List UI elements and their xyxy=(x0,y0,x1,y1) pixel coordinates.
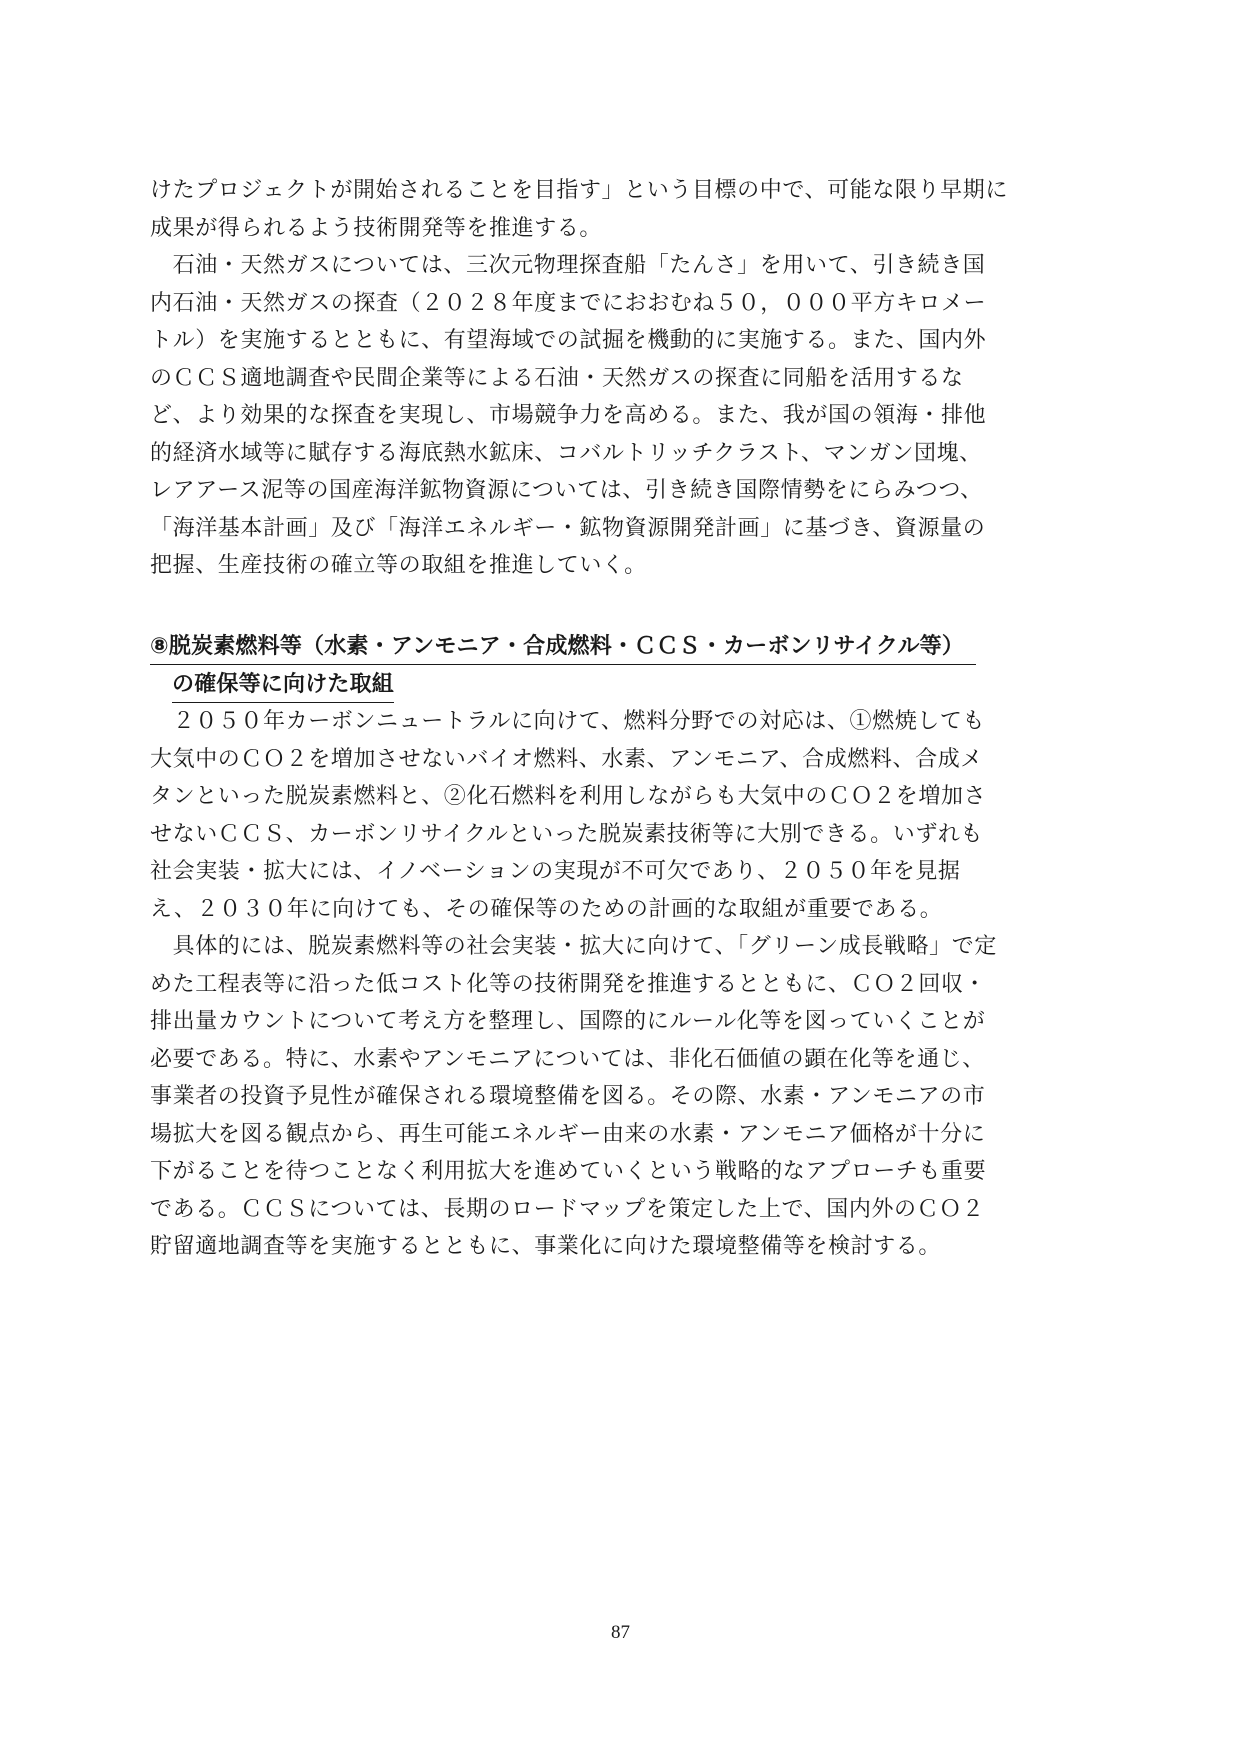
body-text-lower xyxy=(150,628,1090,1266)
text-line: ど、より効果的な探査を実現し、市場競争力を高める。また、我が国の領海・排他 xyxy=(150,403,987,428)
text-line: 具体的には、脱炭素燃料等の社会実装・拡大に向けて、「グリーン成長戦略」で定 xyxy=(172,934,997,959)
text-line: のＣＣＳ適地調査や民間企業等による石油・天然ガスの探査に同船を活用するな xyxy=(150,365,964,391)
paragraph-continuation xyxy=(150,172,1090,247)
text-line: 貯留適地調査等を実施するとともに、事業化に向けた環境整備等を検討する。 xyxy=(150,1234,942,1259)
text-line: 石油・天然ガスについては、三次元物理探査船「たんさ」を用いて、引き続き国 xyxy=(172,253,986,278)
section-heading-line: の確保等に向けた取組 xyxy=(172,668,394,703)
paragraph-specific-measures xyxy=(150,928,1090,1266)
text-line: 把握、生産技術の確立等の取組を推進していく。 xyxy=(150,553,647,578)
text-line: 必要である。特に、水素やアンモニアについては、非化石価値の顕在化等を通じ、 xyxy=(150,1046,985,1072)
text-line: タンといった脱炭素燃料と、②化石燃料を利用しながらも大気中のＣＯ２を増加さ xyxy=(150,784,987,809)
text-line: トル）を実施するとともに、有望海域での試掘を機動的に実施する。また、国内外 xyxy=(150,328,987,353)
text-line: 排出量カウントについて考え方を整理し、国際的にルール化等を図っていくことが xyxy=(150,1009,986,1034)
text-line: 「海洋基本計画」及び「海洋エネルギー・鉱物資源開発計画」に基づき、資源量の xyxy=(150,515,986,541)
text-line: 場拡大を図る観点から、再生可能エネルギー由来の水素・アンモニア価格が十分に xyxy=(150,1121,986,1147)
text-line: 的経済水域等に賦存する海底熱水鉱床、コバルトリッチクラスト、マンガン団塊、 xyxy=(150,440,982,466)
paragraph-oil-gas xyxy=(150,247,1090,585)
text-line: せないＣＣＳ、カーボンリサイクルといった脱炭素技術等に大別できる。いずれも xyxy=(150,821,984,847)
text-line: 内石油・天然ガスの探査（２０２８年度までにおおむね５０，０００平方キロメー xyxy=(150,290,987,316)
text-line: 下がることを待つことなく利用拡大を進めていくという戦略的なアプローチも重要 xyxy=(150,1159,987,1184)
text-line: けたプロジェクトが開始されることを目指す」という目標の中で、可能な限り早期に xyxy=(150,178,1008,203)
text-line: え、２０３０年に向けても、その確保等のための計画的な取組が重要である。 xyxy=(150,896,943,922)
page-number: 87 xyxy=(611,1622,630,1643)
text-line: 大気中のＣＯ２を増加させないバイオ燃料、水素、アンモニア、合成燃料、合成メ xyxy=(150,746,983,772)
text-line: レアアース泥等の国産海洋鉱物資源については、引き続き国際情勢をにらみつつ、 xyxy=(150,478,983,503)
body-text-upper xyxy=(150,172,1090,585)
text-line: 成果が得られるよう技術開発等を推進する。 xyxy=(150,215,603,241)
section-heading-line: ⑧脱炭素燃料等（水素・アンモニア・合成燃料・ＣＣＳ・カーボンリサイクル等） xyxy=(150,630,976,665)
text-line: めた工程表等に沿った低コスト化等の技術開発を推進するとともに、ＣＯ２回収・ xyxy=(150,971,987,997)
text-line: ２０５０年カーボンニュートラルに向けて、燃料分野での対応は、①燃焼しても xyxy=(172,709,986,734)
section-heading xyxy=(150,628,1090,703)
paragraph-carbon-neutral xyxy=(150,703,1090,928)
text-line: である。ＣＣＳについては、長期のロードマップを策定した上で、国内外のＣＯ２ xyxy=(150,1196,985,1222)
text-line: 事業者の投資予見性が確保される環境整備を図る。その際、水素・アンモニアの市 xyxy=(150,1084,986,1109)
text-line: 社会実装・拡大には、イノベーションの実現が不可欠であり、２０５０年を見据 xyxy=(150,859,961,884)
